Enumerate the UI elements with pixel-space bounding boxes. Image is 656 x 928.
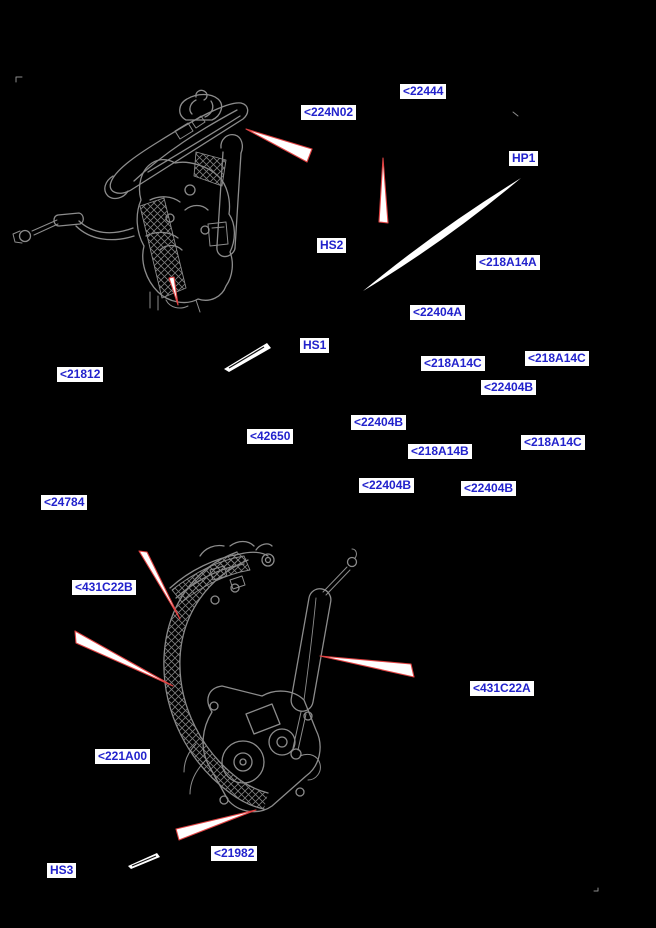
part-label-21982[interactable]: <21982	[211, 846, 257, 861]
part-label-22404B-3[interactable]: <22404B	[359, 478, 414, 493]
part-label-HP1[interactable]: HP1	[509, 151, 538, 166]
part-label-HS2[interactable]: HS2	[317, 238, 346, 253]
part-label-HS3[interactable]: HS3	[47, 863, 76, 878]
part-label-22444[interactable]: <22444	[400, 84, 446, 99]
part-label-218A14C-2[interactable]: <218A14C	[525, 351, 589, 366]
part-label-22404B-1[interactable]: <22404B	[481, 380, 536, 395]
part-label-218A14B[interactable]: <218A14B	[408, 444, 472, 459]
part-label-218A14A[interactable]: <218A14A	[476, 255, 540, 270]
part-label-224N02[interactable]: <224N02	[301, 105, 356, 120]
arrow-rail	[75, 631, 173, 686]
arrow-431C22A	[320, 656, 414, 677]
leader-hp1	[363, 178, 521, 291]
part-label-218A14C-3[interactable]: <218A14C	[521, 435, 585, 450]
part-label-24784[interactable]: <24784	[41, 495, 87, 510]
arrow-224N02	[246, 129, 312, 162]
part-label-42650[interactable]: <42650	[247, 429, 293, 444]
part-label-22404B-4[interactable]: <22404B	[461, 481, 516, 496]
part-label-22404B-2[interactable]: <22404B	[351, 415, 406, 430]
callout-arrows-white	[128, 178, 521, 869]
part-label-22404A[interactable]: <22404A	[410, 305, 465, 320]
part-label-431C22B[interactable]: <431C22B	[72, 580, 136, 595]
part-label-HS1[interactable]: HS1	[300, 338, 329, 353]
part-label-218A14C-1[interactable]: <218A14C	[421, 356, 485, 371]
arrow-21982	[176, 810, 256, 840]
part-label-21812[interactable]: <21812	[57, 367, 103, 382]
part-label-221A00[interactable]: <221A00	[95, 749, 150, 764]
window-regulator-assembly	[164, 542, 357, 812]
part-label-431C22A[interactable]: <431C22A	[470, 681, 534, 696]
arrow-22444	[379, 158, 388, 223]
